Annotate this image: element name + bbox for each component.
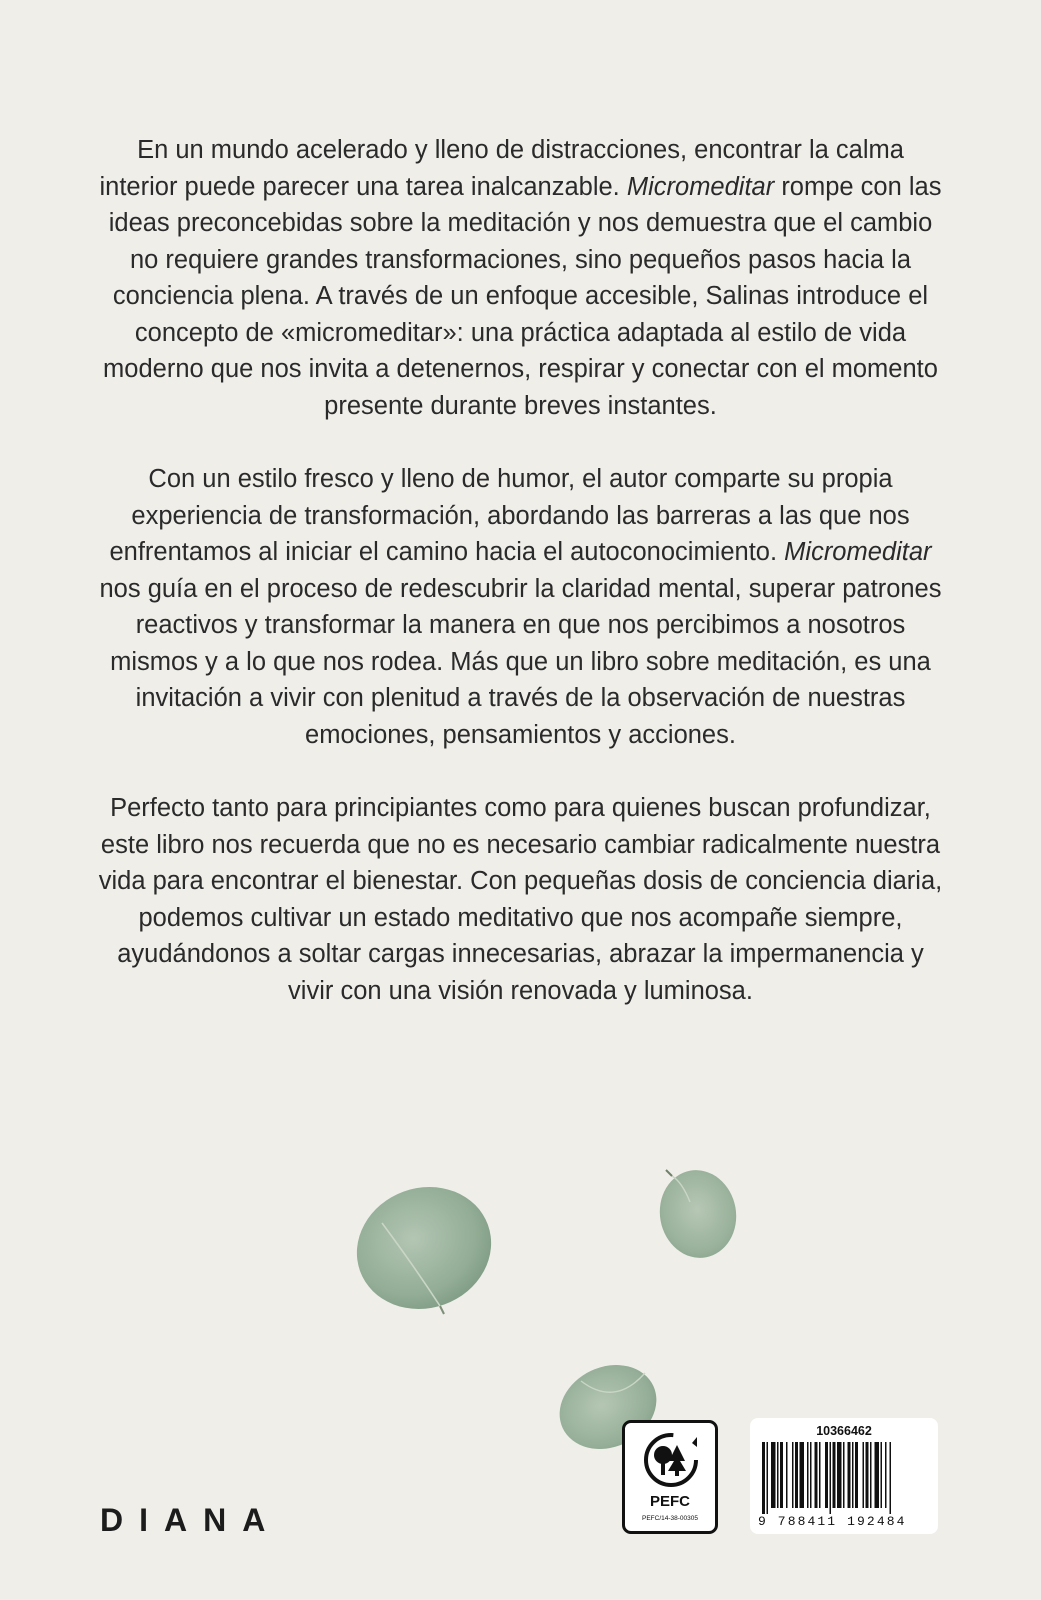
book-title-italic: Micromeditar: [784, 538, 932, 566]
blurb-p2-end: nos guía en el proceso de redescubrir la claridad mental, superar patrones reactivos y transformar la manera en que nos percibimos a nosotros mismos y a lo que nos rodea. Más que un libro sobre meditación, es una invitación a vivir con plenitud a través de la observación de nuestras emociones, pensamientos y acciones.: [99, 574, 942, 749]
pefc-logo-text: PEFC: [649, 1493, 690, 1510]
pefc-certification-badge: [622, 1420, 718, 1534]
isbn-digits: 9 788411 192484: [758, 1514, 907, 1529]
barcode-label: [750, 1418, 938, 1534]
back-cover-blurb: [95, 132, 946, 1046]
book-title-italic: Micromeditar: [626, 172, 775, 201]
eucalyptus-leaf-large: [352, 1178, 502, 1318]
blurb-paragraph-1: [95, 132, 946, 424]
pefc-trees-icon: [643, 1431, 699, 1489]
blurb-paragraph-3: Perfecto tanto para principiantes como para quienes buscan profundizar, este libro nos recuerda que no es necesario cambiar radicalmente nuestra vida para encontrar el bienestar. Con pequeñas dosis de conciencia diaria, podemos cultivar un estado meditativo que nos acompañe siempre, ayudándonos a soltar cargas innecesarias, abrazar la impermanencia y vivir con una visión renovada y luminosa.: [98, 794, 943, 1005]
eucalyptus-leaf-small: [652, 1162, 742, 1262]
product-code: 10366462: [816, 1424, 872, 1438]
blurb-p1-start: En un mundo acelerado y lleno de distracciones, encontrar la calma interior puede parecer una tarea inalcanzable.: [99, 136, 904, 201]
isbn-barcode: [762, 1442, 928, 1514]
blurb-paragraph-2: [95, 461, 946, 753]
publisher-logo: DIANA: [100, 1502, 282, 1538]
blurb-p1-end: rompe con las ideas preconcebidas sobre la meditación y nos demuestra que el cambio no requiere grandes transformaciones, sino pequeños pasos hacia la conciencia plena. A través de un enfoque accesible, Salinas introduce el concepto de «micromeditar»: una práctica adaptada al estilo de vida moderno que nos invita a detenernos, respirar y conectar con el momento presente durante breves instantes.: [103, 172, 942, 420]
blurb-p2-start: Con un estilo fresco y lleno de humor, el autor comparte su propia experiencia de transformación, abordando las barreras a las que nos enfrentamos al iniciar el camino hacia el autoconocimiento.: [109, 465, 910, 566]
pefc-code: PEFC/14-38-00305: [641, 1515, 698, 1522]
